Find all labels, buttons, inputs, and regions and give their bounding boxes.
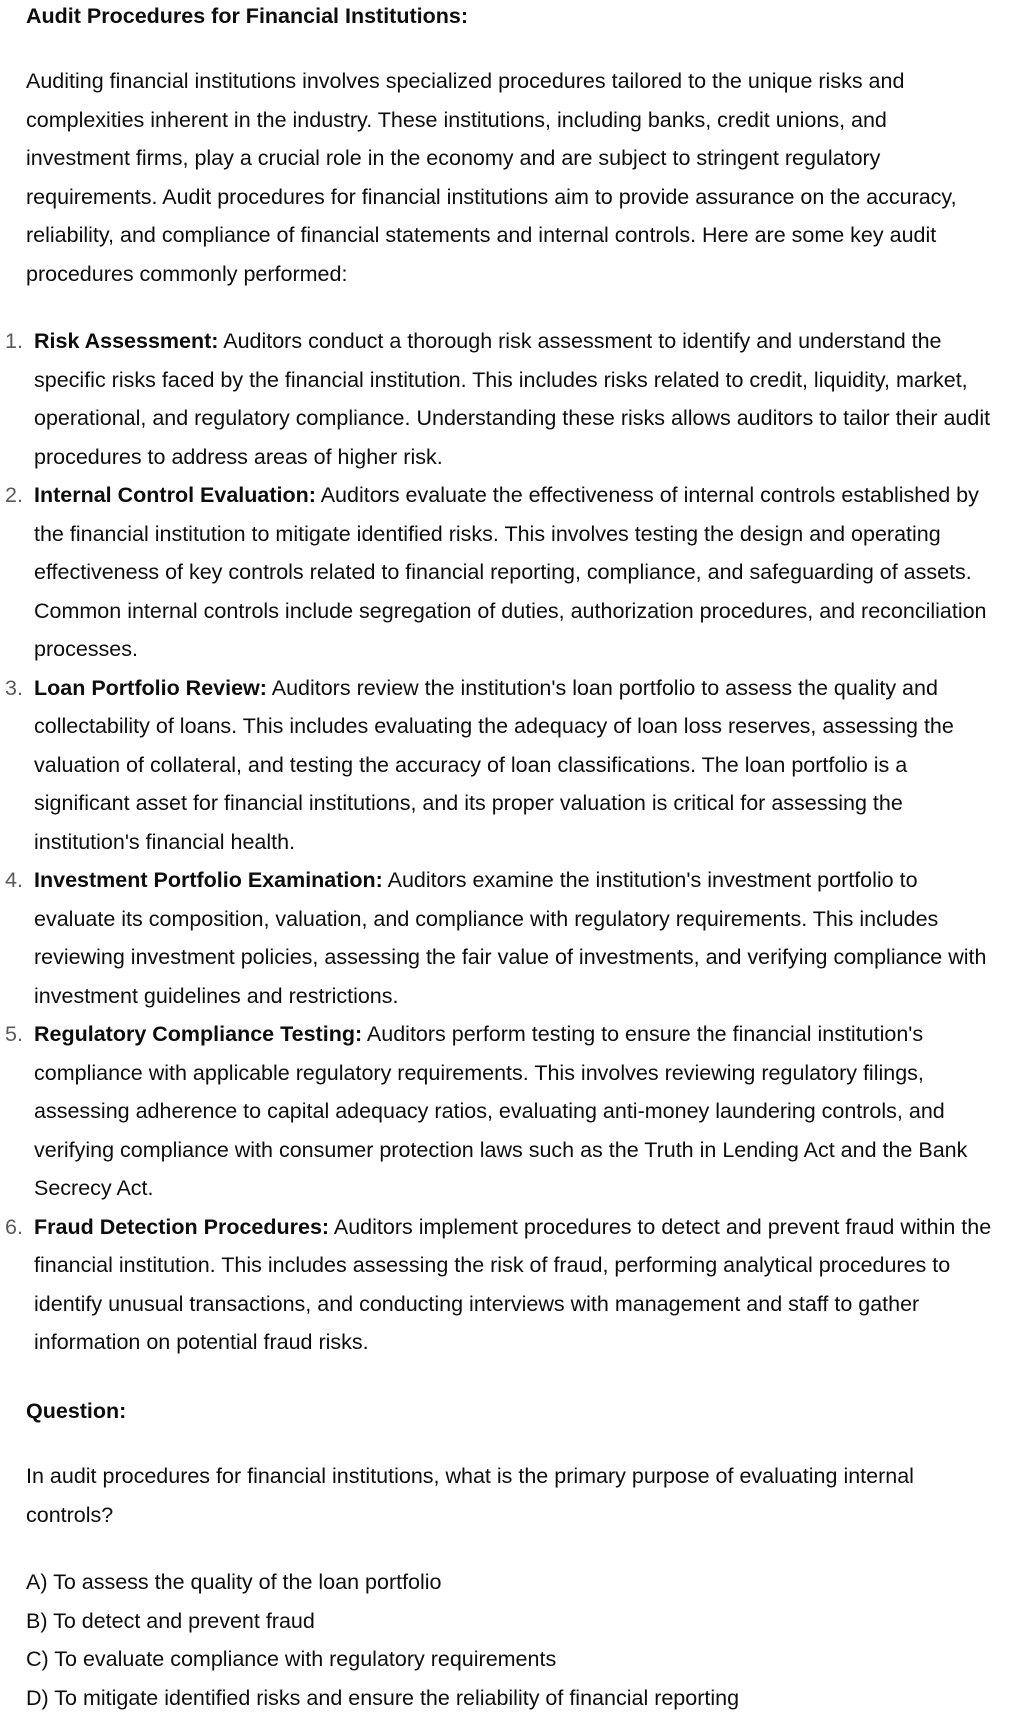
- question-label: Question:: [26, 1392, 126, 1431]
- procedures-list: [0, 322, 1000, 1362]
- list-item: [0, 861, 1000, 1015]
- list-item-text: Auditors evaluate the effectiveness of internal controls established by the financial institution to mitigate identified risks. This involves testing the design and operating effectiveness of key controls related to financial reporting, compliance, and safeguarding of assets. Common internal controls include segregation of duties, authorization procedures, and reconciliation processes.: [34, 483, 987, 661]
- answer-option-b: B) To detect and prevent fraud: [26, 1602, 986, 1641]
- list-item-text: Auditors conduct a thorough risk assessment to identify and understand the specific risks faced by the financial institution. This includes risks related to credit, liquidity, market, operational, and regulatory compliance. Understanding these risks allows auditors to tailor their audit procedures to address areas of higher risk.: [34, 329, 990, 469]
- answer-option-a: A) To assess the quality of the loan portfolio: [26, 1563, 986, 1602]
- list-item: [0, 669, 1000, 862]
- answer-option-c: C) To evaluate compliance with regulatory requirements: [26, 1640, 986, 1679]
- list-item-number: 2.: [5, 476, 23, 515]
- list-item-text: Auditors perform testing to ensure the financial institution's compliance with applicable regulatory requirements. This involves reviewing regulatory filings, assessing adherence to capital adequacy ratios, evaluating anti-money laundering controls, and verifying compliance with consumer protection laws such as the Truth in Lending Act and the Bank Secrecy Act.: [34, 1022, 967, 1200]
- list-item-text: Auditors review the institution's loan portfolio to assess the quality and collectability of loans. This includes evaluating the adequacy of loan loss reserves, assessing the valuation of collateral, and testing the accuracy of loan classifications. The loan portfolio is a significant asset for financial institutions, and its proper valuation is critical for assessing the institution's financial health.: [34, 676, 954, 854]
- list-item-term: Loan Portfolio Review:: [34, 676, 267, 700]
- question-text: In audit procedures for financial institutions, what is the primary purpose of evaluating internal controls?: [26, 1457, 986, 1534]
- document-heading: Audit Procedures for Financial Institutions:: [26, 0, 468, 36]
- list-item-term: Risk Assessment:: [34, 329, 218, 353]
- list-item-number: 6.: [5, 1208, 23, 1247]
- list-item-number: 4.: [5, 861, 23, 900]
- list-item-number: 3.: [5, 669, 23, 708]
- intro-paragraph: Auditing financial institutions involves specialized procedures tailored to the unique risks and complexities inherent in the industry. These institutions, including banks, credit unions, and investment firms, play a crucial role in the economy and are subject to stringent regulatory requirements. Audit procedures for financial institutions aim to provide assurance on the accuracy, reliability, and compliance of financial statements and internal controls. Here are some key audit procedures commonly performed:: [26, 62, 986, 293]
- list-item-number: 5.: [5, 1015, 23, 1054]
- list-item-term: Fraud Detection Procedures:: [34, 1215, 329, 1239]
- list-item: [0, 1015, 1000, 1208]
- list-item-term: Regulatory Compliance Testing:: [34, 1022, 362, 1046]
- list-item-term: Investment Portfolio Examination:: [34, 868, 383, 892]
- list-item: [0, 1208, 1000, 1362]
- list-item: [0, 476, 1000, 669]
- list-item-text: Auditors implement procedures to detect and prevent fraud within the financial institution. This includes assessing the risk of fraud, performing analytical procedures to identify unusual transactions, and conducting interviews with management and staff to gather information on potential fraud risks.: [34, 1215, 991, 1355]
- list-item-term: Internal Control Evaluation:: [34, 483, 316, 507]
- list-item-number: 1.: [5, 322, 23, 361]
- list-item: [0, 322, 1000, 476]
- answer-options: [26, 1563, 986, 1717]
- list-item-text: Auditors examine the institution's investment portfolio to evaluate its composition, valuation, and compliance with regulatory requirements. This includes reviewing investment policies, assessing the fair value of investments, and verifying compliance with investment guidelines and restrictions.: [34, 868, 986, 1008]
- answer-option-d: D) To mitigate identified risks and ensure the reliability of financial reporting: [26, 1679, 986, 1717]
